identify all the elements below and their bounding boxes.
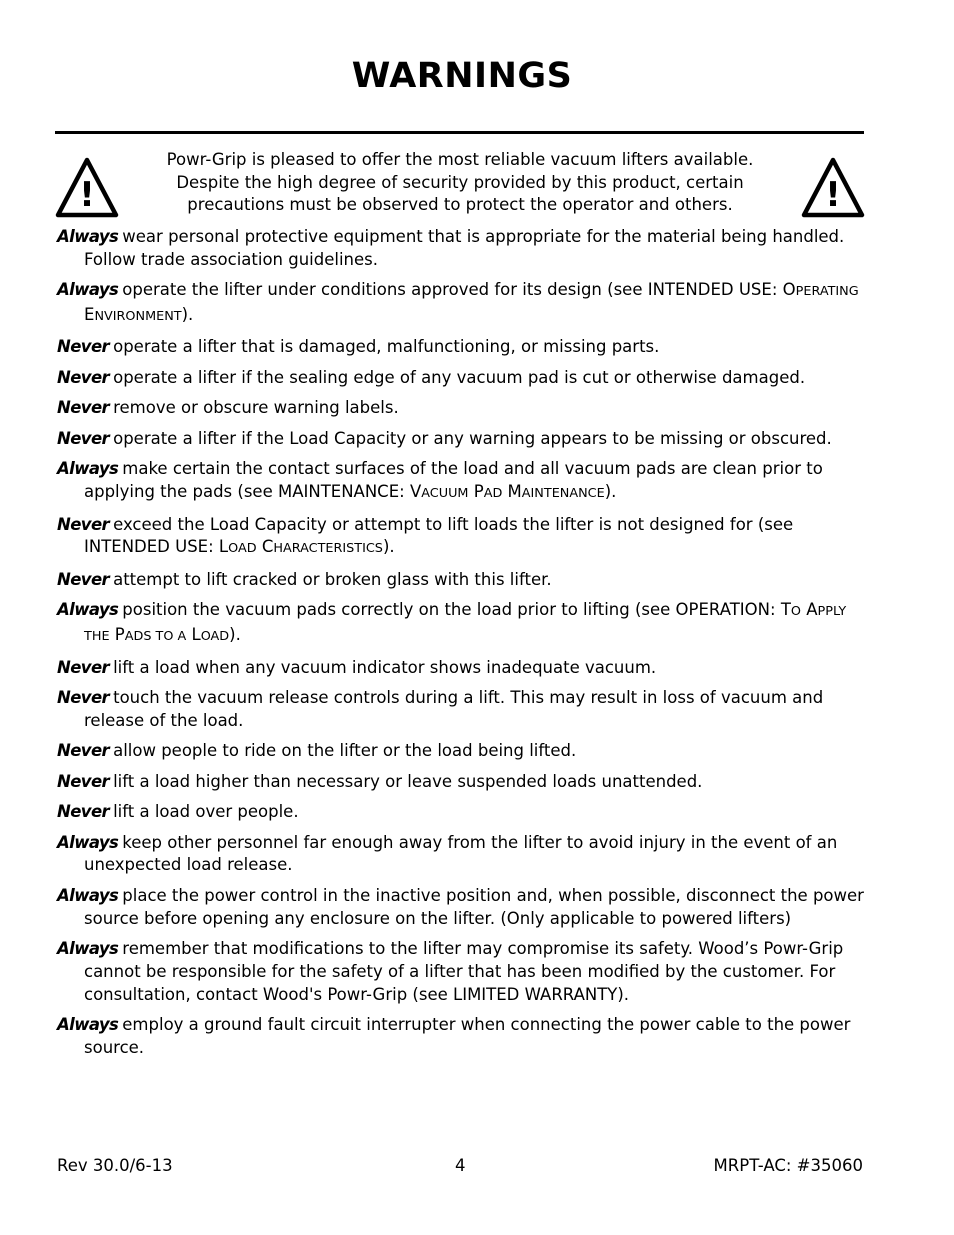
warning-item xyxy=(57,279,867,328)
warning-triangle-icon xyxy=(55,156,119,218)
warning-text: M xyxy=(502,482,522,502)
warning-text: ). xyxy=(604,482,617,502)
warning-text: AD xyxy=(483,486,503,502)
warning-text: PPLY THE xyxy=(84,604,847,645)
warning-triangle-icon xyxy=(801,156,865,218)
warning-text: remember that modifications to the lifter may compromise its safety. Wood’s Powr-Grip cannot be responsible for the safety of a lifter that has been modified by the customer. For consultation, contact Wood's Powr-Grip (see LIMITED WARRANTY). xyxy=(84,939,844,1004)
warning-text: exceed the Load Capacity or attempt to lift loads the lifter is not designed for (see INTENDED USE: xyxy=(84,514,794,557)
warning-text: T xyxy=(780,600,791,620)
warning-exclamation: ! xyxy=(79,175,95,215)
warning-text: lift a load when any vacuum indicator shows inadequate vacuum. xyxy=(113,657,657,677)
intro-text xyxy=(140,149,780,217)
warning-text: operate the lifter under conditions approved for its design (see INTENDED USE: xyxy=(122,280,783,300)
warning-keyword: Never xyxy=(57,428,110,448)
warning-text: P xyxy=(109,625,125,645)
warning-item xyxy=(57,336,867,359)
warning-text: employ a ground fault circuit interrupter when connecting the power cable to the power source. xyxy=(84,1015,851,1057)
warning-text: A xyxy=(800,600,818,620)
warning-text: allow people to ride on the lifter or the load being lifted. xyxy=(113,741,577,761)
warning-item xyxy=(57,885,867,930)
warning-text: V xyxy=(409,482,422,502)
page-footer xyxy=(57,1156,863,1180)
intro-line: Despite the high degree of security provided by this product, certain xyxy=(176,172,744,192)
warning-keyword: Never xyxy=(57,771,110,791)
warning-item xyxy=(57,938,867,1006)
warning-text: E xyxy=(84,304,95,324)
warning-text: OAD xyxy=(200,629,230,645)
warning-item xyxy=(57,657,867,680)
warning-text: make certain the contact surfaces of the load and all vacuum pads are clean prior to applying the pads (see MAINTENANCE: xyxy=(84,459,823,502)
warning-text: operate a lifter if the sealing edge of any vacuum pad is cut or otherwise damaged. xyxy=(113,367,806,387)
warning-text: HARACTERISTICS xyxy=(273,541,383,557)
warning-text: P xyxy=(468,482,484,502)
warning-item xyxy=(57,397,867,420)
warning-keyword: Always xyxy=(57,885,119,905)
intro-line: Powr-Grip is pleased to offer the most reliable vacuum lifters available. xyxy=(166,150,754,169)
footer-document-id: MRPT-AC: #35060 xyxy=(713,1156,863,1175)
warning-keyword: Always xyxy=(57,1015,119,1035)
warning-keyword: Always xyxy=(57,459,119,479)
warning-keyword: Always xyxy=(57,939,119,959)
warning-text: place the power control in the inactive position and, when possible, disconnect the power source before opening any enclosure on the lifter. (Only applicable to powered lifters) xyxy=(84,885,864,928)
warning-text: lift a load over people. xyxy=(113,802,299,822)
warning-keyword: Never xyxy=(57,657,110,677)
warning-text: lift a load higher than necessary or leave suspended loads unattended. xyxy=(113,771,703,791)
warning-text: C xyxy=(256,537,274,557)
warning-keyword: Never xyxy=(57,688,110,708)
warning-text: keep other personnel far enough away from the lifter to avoid injury in the event of an unexpected load release. xyxy=(84,832,838,875)
warning-item xyxy=(57,832,867,877)
warning-text: ACUUM xyxy=(421,486,469,502)
warning-item xyxy=(57,428,867,451)
warning-keyword: Always xyxy=(57,280,119,300)
warning-item xyxy=(57,801,867,824)
warning-text: operate a lifter that is damaged, malfunctioning, or missing parts. xyxy=(113,337,660,357)
warning-keyword: Always xyxy=(57,600,119,620)
warning-item xyxy=(57,226,867,271)
warning-item xyxy=(57,569,867,592)
warning-text: wear personal protective equipment that is appropriate for the material being handled. Follow trade association guidelines. xyxy=(84,227,845,269)
warning-keyword: Never xyxy=(57,337,110,357)
warnings-list xyxy=(57,226,867,1067)
warning-keyword: Never xyxy=(57,514,110,534)
warning-text: O xyxy=(790,604,801,620)
warning-text: attempt to lift cracked or broken glass with this lifter. xyxy=(113,569,552,589)
warning-keyword: Never xyxy=(57,569,110,589)
warning-keyword: Never xyxy=(57,802,110,822)
page-title: WARNINGS xyxy=(351,56,573,96)
title-rule xyxy=(55,131,864,134)
warning-item xyxy=(57,458,867,505)
warning-item xyxy=(57,367,867,390)
warning-text: O xyxy=(782,280,796,300)
warning-keyword: Always xyxy=(57,227,119,246)
warning-item xyxy=(57,771,867,794)
warning-item xyxy=(57,687,867,732)
warning-keyword: Never xyxy=(57,398,110,418)
warning-text: remove or obscure warning labels. xyxy=(113,398,399,418)
warning-text: operate a lifter if the Load Capacity or any warning appears to be missing or obscured. xyxy=(113,428,832,448)
warning-keyword: Never xyxy=(57,367,110,387)
warning-exclamation: ! xyxy=(825,175,841,215)
warning-keyword: Always xyxy=(57,832,119,852)
warning-text: L xyxy=(218,537,229,557)
warning-item xyxy=(57,1014,867,1059)
footer-page-number: 4 xyxy=(455,1156,466,1175)
warning-text: ADS TO A xyxy=(124,629,187,645)
warning-text: PERATING xyxy=(795,284,859,300)
warning-text: position the vacuum pads correctly on the load prior to lifting (see OPERATION: xyxy=(122,600,781,620)
warning-text: OAD xyxy=(228,541,257,557)
warning-keyword: Never xyxy=(57,741,110,761)
warning-item xyxy=(57,740,867,763)
warning-text: ). xyxy=(229,625,241,645)
warning-text: ). xyxy=(181,304,194,324)
warning-text: AINTENANCE xyxy=(521,486,605,502)
footer-revision: Rev 30.0/6-13 xyxy=(57,1156,173,1175)
warning-text: touch the vacuum release controls during a lift. This may result in loss of vacuum and release of the load. xyxy=(84,688,824,730)
warning-item xyxy=(57,599,867,648)
warning-text: ). xyxy=(382,537,395,557)
warning-item xyxy=(57,514,867,561)
intro-line: precautions must be observed to protect the operator and others. xyxy=(187,195,733,215)
warning-text: NVIRONMENT xyxy=(94,308,182,324)
warning-text: L xyxy=(186,625,201,645)
